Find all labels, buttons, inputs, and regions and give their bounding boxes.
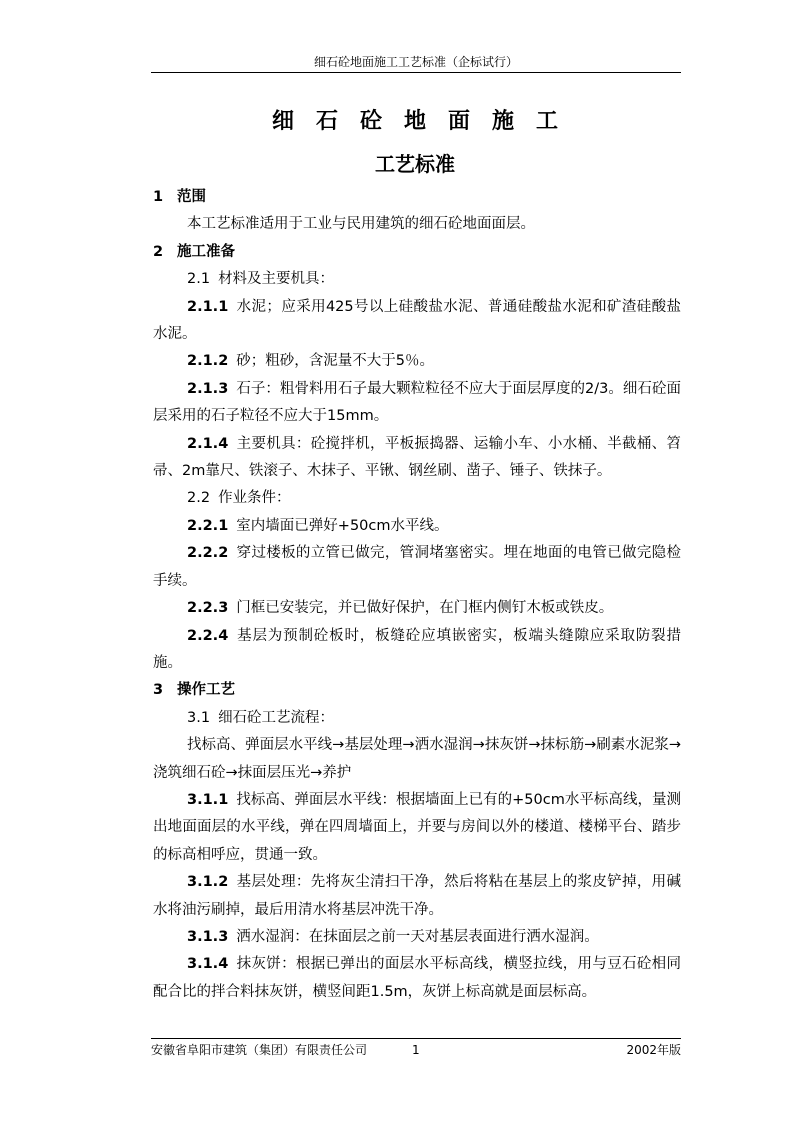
section-heading: 2 施工准备 xyxy=(153,243,235,260)
clause: 2.1.1 水泥；应采用425号以上硅酸盐水泥、普通硅酸盐水泥和矿渣硅酸盐水泥。 xyxy=(153,298,681,343)
document-title: 细石砼地面施工 xyxy=(271,109,580,134)
clause: 2.1.4 主要机具：砼搅拌机，平板振捣器、运输小车、小水桶、半截桶、笤帚、2m靠尺、铁滚子、木抹子、平锹、钢丝刷、凿子、锤子、铁抹子。 xyxy=(153,435,681,480)
process-flow: 找标高、弹面层水平线→基层处理→洒水湿润→抹灰饼→抹标筋→刷素水泥浆→浇筑细石砼→抹面层压光→养护 xyxy=(153,737,681,781)
clause: 2.2 作业条件： xyxy=(187,490,291,507)
document-subtitle: 工艺标准 xyxy=(375,152,455,176)
footer-company: 安徽省阜阳市建筑（集团）有限责任公司 xyxy=(151,1043,368,1057)
section-heading: 3 操作工艺 xyxy=(153,682,235,699)
clause: 2.1 材料及主要机具： xyxy=(187,271,335,288)
clause: 3.1.1 找标高、弹面层水平线：根据墙面上已有的+50cm水平标高线，量测出地面面层的水平线，弹在四周墙面上，并要与房间以外的楼道、楼梯平台、踏步的标高相呼应，贯通一致。 xyxy=(153,791,681,863)
clause: 2.2.1 室内墙面已弹好+50cm水平线。 xyxy=(187,517,449,534)
page-number: 1 xyxy=(412,1043,420,1057)
clause: 3.1 细石砼工艺流程： xyxy=(187,709,335,726)
footer-edition: 2002年版 xyxy=(626,1043,681,1057)
clause: 3.1.2 基层处理：先将灰尘清扫干净，然后将粘在基层上的浆皮铲掉，用碱水将油污刷掉，最后用清水将基层冲洗干净。 xyxy=(153,874,681,918)
clause: 3.1.3 洒水湿润：在抹面层之前一天对基层表面进行洒水湿润。 xyxy=(187,928,599,945)
clause: 2.2.4 基层为预制砼板时，板缝砼应填嵌密实，板端头缝隙应采取防裂措施。 xyxy=(153,627,681,671)
running-header: 细石砼地面施工工艺标准（企标试行） xyxy=(151,55,681,73)
paragraph: 本工艺标准适用于工业与民用建筑的细石砼地面面层。 xyxy=(187,216,535,233)
document-body xyxy=(153,184,681,1006)
clause: 3.1.4 抹灰饼：根据已弹出的面层水平标高线，横竖拉线，用与豆石砼相同配合比的拌合料抹灰饼，横竖间距1.5m，灰饼上标高就是面层标高。 xyxy=(153,956,681,1000)
clause: 2.2.3 门框已安装完，并已做好保护，在门框内侧钉木板或铁皮。 xyxy=(187,600,614,617)
page-footer xyxy=(151,1038,681,1057)
clause: 2.1.3 石子：粗骨料用石子最大颗粒粒径不应大于面层厚度的2/3。细石砼面层采用的石子粒径不应大于15mm。 xyxy=(153,380,681,425)
clause: 2.2.2 穿过楼板的立管已做完，管洞堵塞密实。埋在地面的电管已做完隐检手续。 xyxy=(153,545,681,589)
section-heading: 1 范围 xyxy=(153,189,206,205)
clause: 2.1.2 砂；粗砂，含泥量不大于5％。 xyxy=(187,353,435,370)
